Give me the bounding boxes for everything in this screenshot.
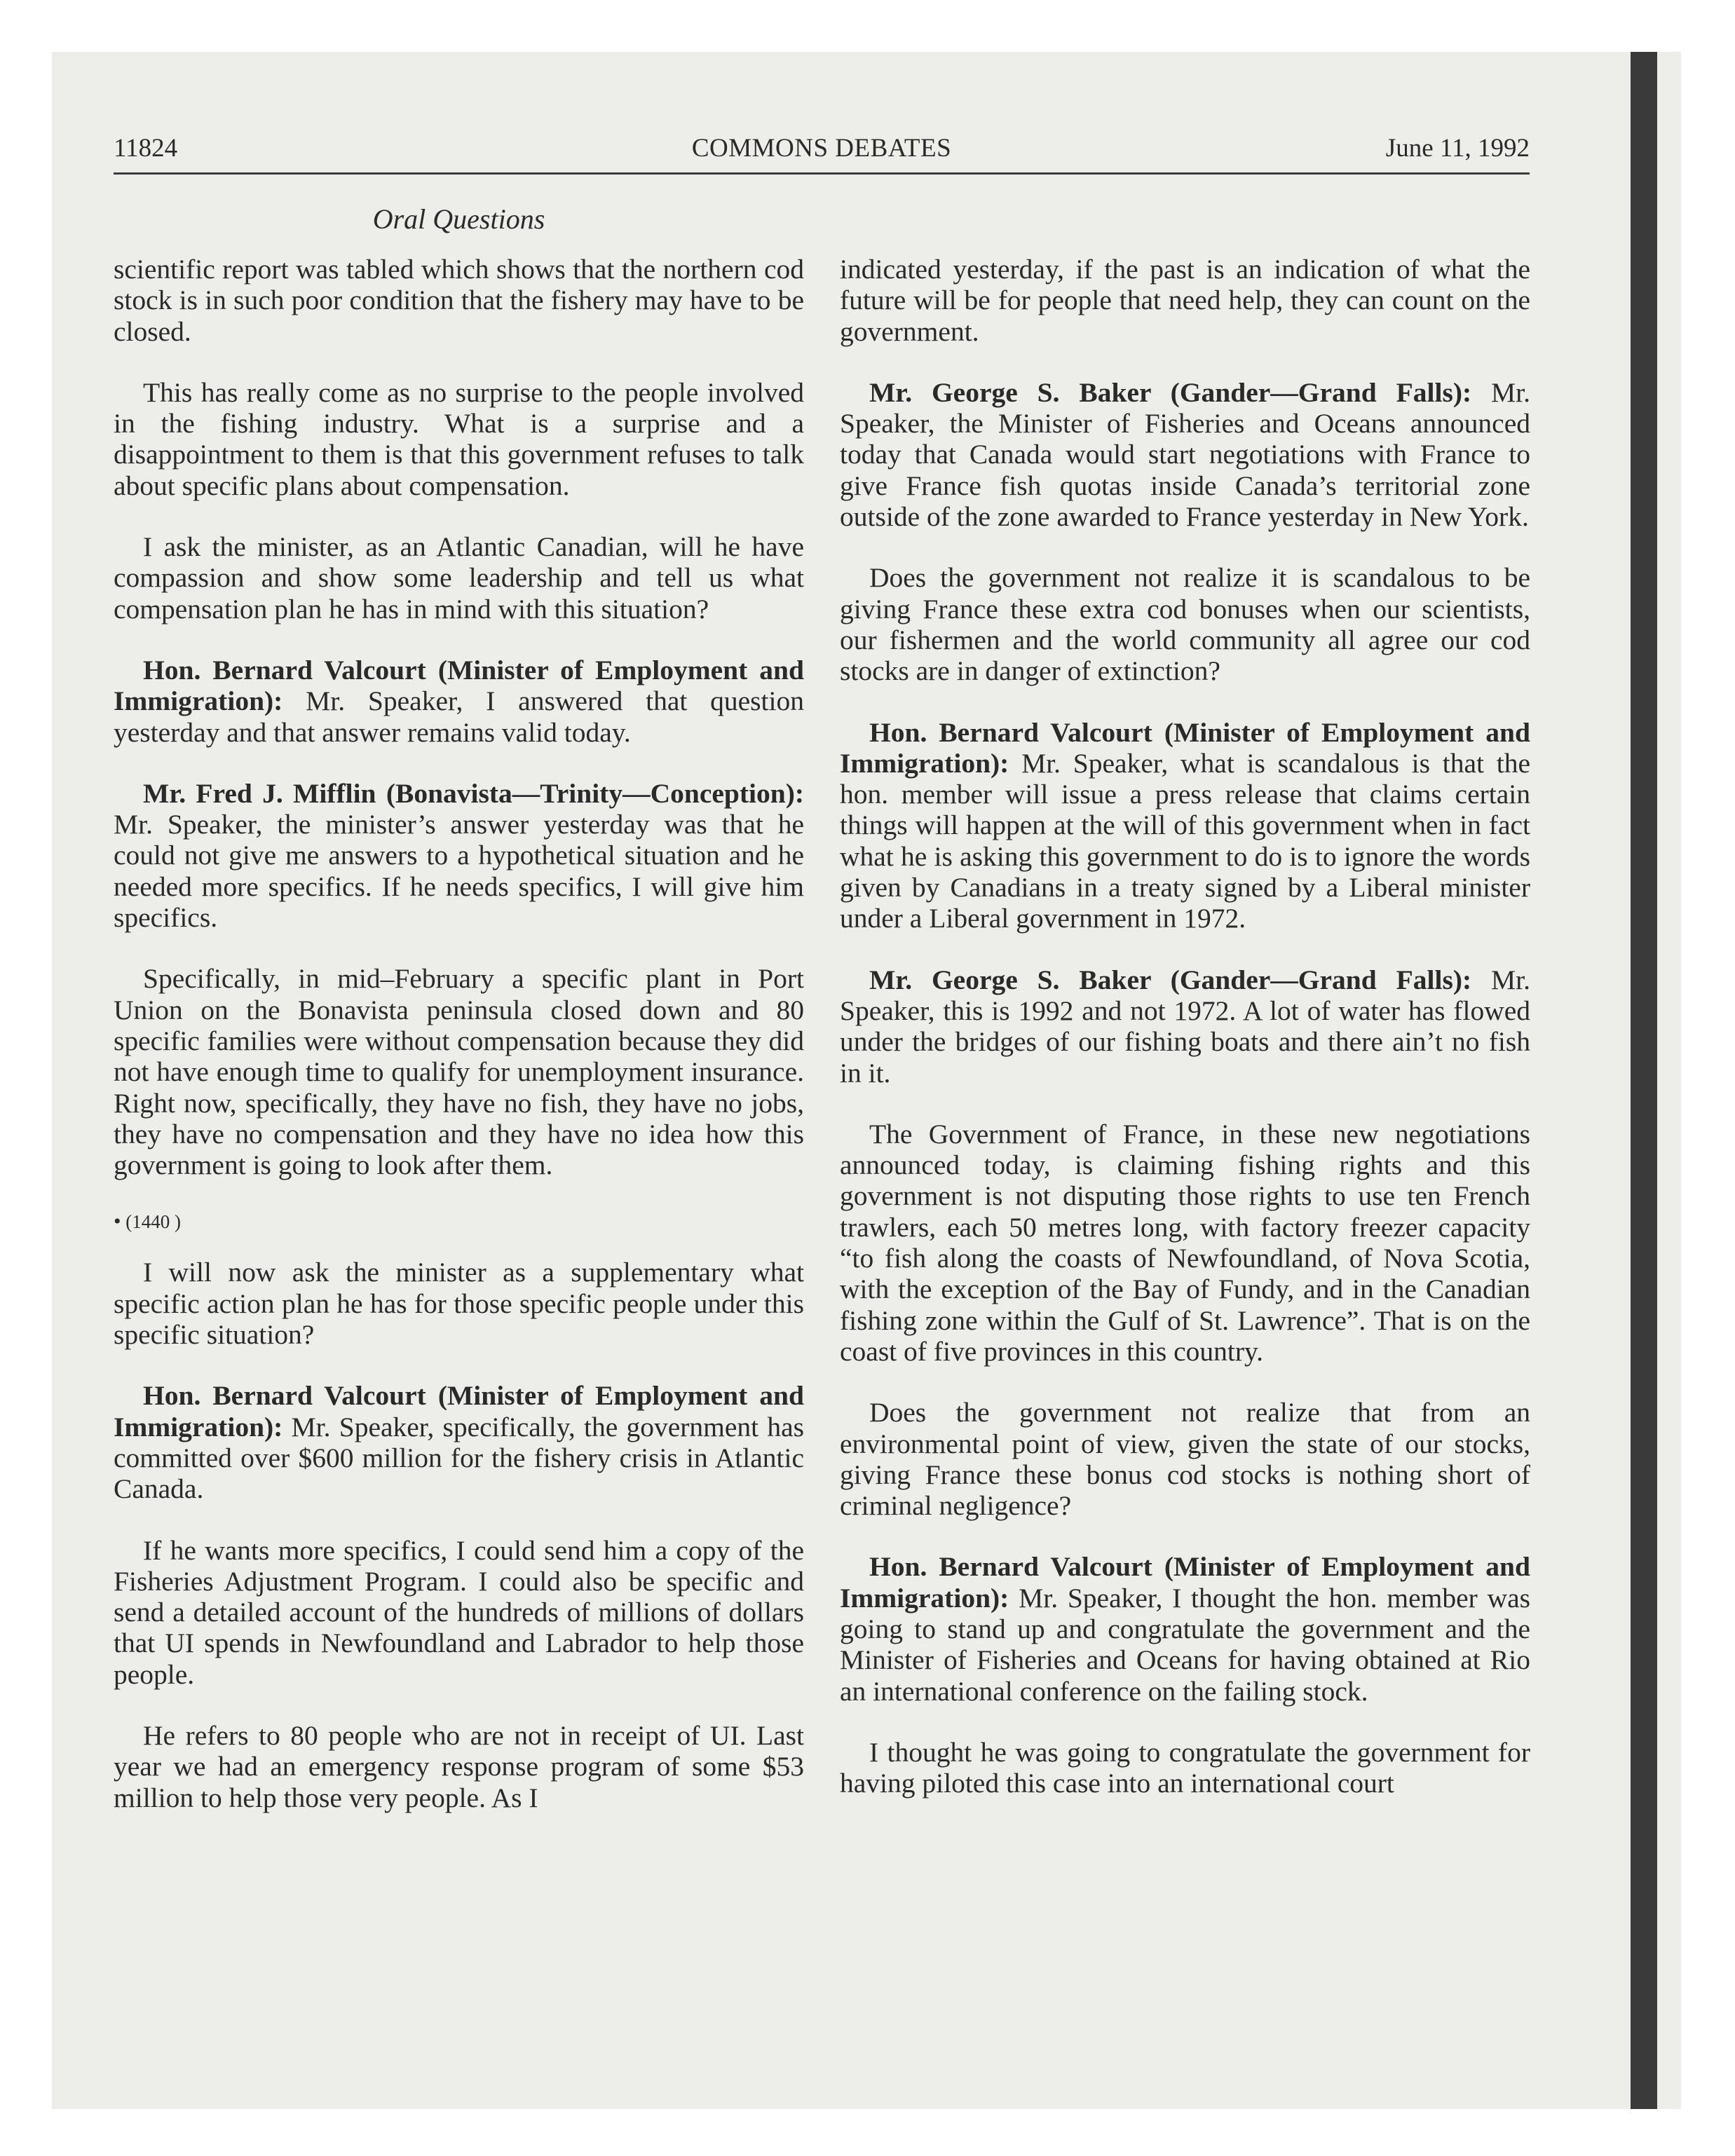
speech-text: Mr. Speaker, the Minister of Fisheries and Oceans announced today that Canada would start negotiations with France to give France fish quotas inside Canada’s territorial zone outside of the zone awarded to France yesterday in New York. [840,376,1530,533]
section-title: Oral Questions [372,203,545,235]
speaker-name: Hon. Bernard Valcourt (Minister of Employment and Immigration): [114,654,804,717]
speech [114,1380,804,1504]
speech [840,717,1530,934]
paragraph: Does the government not realize that from an environmental point of view, given the state of our stocks, giving France these bonus cod stocks is nothing short of criminal negligence? [840,1397,1530,1522]
right-column [840,254,1530,1799]
speech [114,778,804,933]
paragraph: Specifically, in mid–February a specific plant in Port Union on the Bonavista peninsula closed down and 80 specific families were without compensation because they did not have enough time to qualify for unemployment insurance. Right now, specifically, they have no fish, they have no jobs, they have no compensation and they have no idea how this government is going to look after them. [114,963,804,1181]
speech-text: Mr. Speaker, this is 1992 and not 1972. A lot of water has flowed under the bridges of our fishing boats and there ain’t no fish in it. [840,964,1530,1089]
speech-text: Mr. Speaker, I thought the hon. member was going to stand up and congratulate the government and the Minister of Fisheries and Oceans for having obtained at Rio an international conference on the failing stock. [840,1582,1530,1707]
paragraph: The Government of France, in these new negotiations announced today, is claiming fishing rights and this government is not disputing those rights to use ten French trawlers, each 50 metres long, with factory freezer capacity “to fish along the coasts of Newfoundland, of Nova Scotia, with the exception of the Bay of Fundy, and in the Canadian fishing zone within the Gulf of St. Lawrence”. That is on the coast of five provinces in this country. [840,1118,1530,1367]
speech [840,377,1530,532]
speaker-name: Mr. George S. Baker (Gander—Grand Falls): [869,376,1472,408]
paragraph: I ask the minister, as an Atlantic Canadian, will he have compassion and show some leadership and tell us what compensation plan he has in mind with this situation? [114,531,804,625]
time-marker-text: (1440 ) [125,1211,181,1233]
paragraph: indicated yesterday, if the past is an indication of what the future will be for people that need help, they can count on the government. [840,254,1530,347]
speaker-name: Hon. Bernard Valcourt (Minister of Employment and Immigration): [840,1551,1530,1613]
paragraph: If he wants more specifics, I could send him a copy of the Fisheries Adjustment Program. I could also be specific and send a detailed account of the hundreds of millions of dollars that UI spends in Newfoundland and Labrador to help those people. [114,1534,804,1690]
paragraph: I will now ask the minister as a supplementary what specific action plan he has for those specific people under this specific situation? [114,1257,804,1351]
scan-edge-shadow [1631,52,1657,2109]
speech [840,1551,1530,1706]
left-column [114,254,804,1813]
speech [840,964,1530,1089]
publication-title: COMMONS DEBATES [691,134,952,163]
paragraph: He refers to 80 people who are not in receipt of UI. Last year we had an emergency response program of some $53 million to help those very people. As I [114,1719,804,1813]
speech-text: Mr. Speaker, I answered that question yesterday and that answer remains valid today. [114,685,804,748]
speaker-name: Mr. Fred J. Mifflin (Bonavista—Trinity—Conception): [143,777,804,809]
speech-text: Mr. Speaker, what is scandalous is that the hon. member will issue a press release that claims certain things will happen at the will of this government when in fact what he is asking this government to do is to ignore the words given by Canadians in a treaty signed by a Liberal minister under a Liberal government in 1972. [840,747,1530,934]
speech [114,655,804,748]
paragraph: I thought he was going to congratulate the government for having piloted this case into an international court [840,1736,1530,1799]
paragraph: scientific report was tabled which shows that the northern cod stock is in such poor condition that the fishery may have to be closed. [114,254,804,347]
paragraph: This has really come as no surprise to the people involved in the fishing industry. What is a surprise and a disappointment to them is that this government refuses to talk about specific plans about compensation. [114,376,804,501]
speaker-name: Mr. George S. Baker (Gander—Grand Falls): [869,964,1472,995]
speech-text: Mr. Speaker, the minister’s answer yesterday was that he could not give me answers to a hypothetical situation and he needed more specifics. If he needs specifics, I will give him specifics. [114,809,804,934]
speech-text: Mr. Speaker, specifically, the government has committed over $600 million for the fishery crisis in Atlantic Canada. [114,1411,804,1505]
bullet-icon: • [114,1210,121,1234]
page-number: 11824 [114,134,178,163]
time-marker [114,1208,804,1236]
running-header [114,133,1530,175]
speaker-name: Hon. Bernard Valcourt (Minister of Employment and Immigration): [114,1380,804,1442]
speaker-name: Hon. Bernard Valcourt (Minister of Employment and Immigration): [840,716,1530,779]
publication-date: June 11, 1992 [1385,134,1530,163]
paragraph: Does the government not realize it is scandalous to be giving France these extra cod bonuses when our scientists, our fishermen and the world community all agree our cod stocks are in danger of extinction? [840,562,1530,687]
